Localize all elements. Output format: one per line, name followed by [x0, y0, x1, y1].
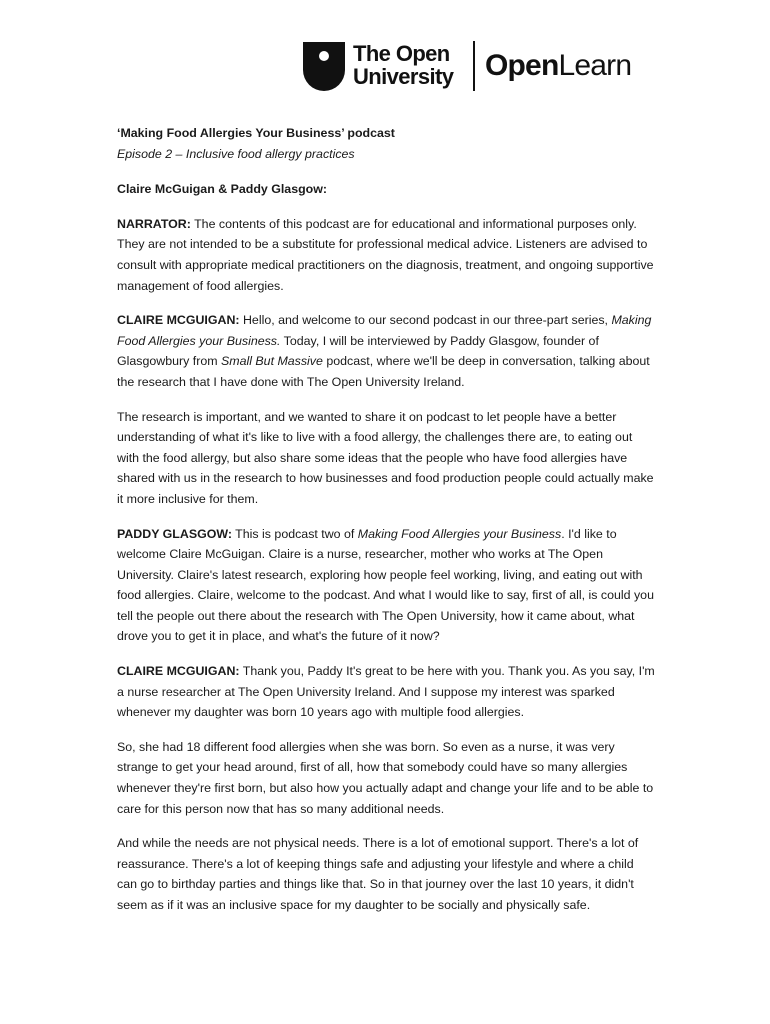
podcast-name: Small But Massive	[220, 354, 323, 369]
speaker-label: PADDY GLASGOW:	[117, 526, 232, 541]
speaker-label: CLAIRE MCGUIGAN:	[117, 313, 240, 328]
brand-line-1: The Open	[353, 41, 450, 66]
transcript-document	[117, 123, 657, 930]
series-title: Making Food Allergies your Business	[357, 526, 562, 541]
paragraph-claire-4: So, she had 18 different food allergies when she was born. So even as a nurse, it was very strange to get your head around, first of all, how that somebody could have so many allergies whenever they're first born, but also how you actually adapt and change your life and to be able to care for this person now that has so many additional needs.	[117, 739, 654, 816]
open-university-wordmark	[353, 42, 453, 88]
paragraph-text: The contents of this podcast are for educational and informational purposes only. They are not intended to be a substitute for professional medical advice. Listeners are advised to consult with appropriate medical practitioners on the diagnosis, treatment, and ongoing supportive management of food allergies.	[117, 216, 654, 293]
paragraph-claire-2: The research is important, and we wanted to share it on podcast to let people have a better understanding of what it's like to live with a food allergy, the challenges there are, to eating out with the food allergy, but also share some ideas that the people who have food allergies have shared with us in the research to how businesses and food production people could actually make it more inclusive for them.	[117, 409, 654, 506]
paragraph-text: . I'd like to welcome Claire McGuigan. Claire is a nurse, researcher, mother who works at The Open University. Claire's latest research, exploring how people feel working, living, and eating out with food allergies. Claire, welcome to the podcast. And what I would like to say, first of all, is could you tell the people out there about the research with The Open University, how it came about, what drove you to get it in place, and what's the future of it now?	[117, 526, 654, 644]
paragraph-text: Hello, and welcome to our second podcast in our three-part series,	[239, 313, 612, 328]
openlearn-bold: Open	[485, 49, 559, 82]
paragraph-paddy-1	[117, 524, 657, 648]
paragraph-narrator	[117, 214, 657, 296]
openlearn-regular: Learn	[558, 49, 632, 82]
paragraph-text: Thank you, Paddy It's great to be here with you. Thank you. As you say, I'm a nurse researcher at The Open University Ireland. And I suppose my interest was sparked whenever my daughter was born 10 years ago with multiple food allergies.	[117, 664, 655, 720]
paragraph-text: This is podcast two of	[231, 526, 358, 541]
brand-line-2: University	[353, 64, 454, 89]
document-subtitle: Episode 2 – Inclusive food allergy practices	[117, 146, 355, 161]
paragraph-claire-5: And while the needs are not physical needs. There is a lot of emotional support. There's a lot of reassurance. There's a lot of keeping things safe and adjusting your lifestyle and where a child can go to birthday parties and things like that. So in that journey over the last 10 years, it didn't seem as if it was an inclusive space for my daughter to be socially and physically safe.	[117, 836, 639, 912]
speakers-heading: Claire McGuigan & Paddy Glasgow:	[117, 182, 327, 197]
paragraph-text: Today, I will be interviewed by Paddy Glasgow, founder of Glasgowbury from	[117, 333, 599, 369]
paragraph-text: podcast, where we'll be deep in conversation, talking about the research that I have done with The Open University Ireland.	[117, 354, 650, 389]
paragraph-claire-3	[117, 661, 657, 723]
openlearn-wordmark	[485, 49, 631, 83]
paragraph-claire-1	[117, 310, 657, 392]
header-logo	[303, 40, 663, 94]
document-title: ‘Making Food Allergies Your Business’ podcast	[117, 126, 395, 140]
speaker-label: NARRATOR:	[117, 216, 191, 231]
logo-divider	[473, 41, 475, 91]
series-title: Making Food Allergies your Business.	[117, 313, 652, 348]
open-university-shield-icon	[303, 42, 345, 92]
speaker-label: CLAIRE MCGUIGAN:	[117, 664, 240, 679]
